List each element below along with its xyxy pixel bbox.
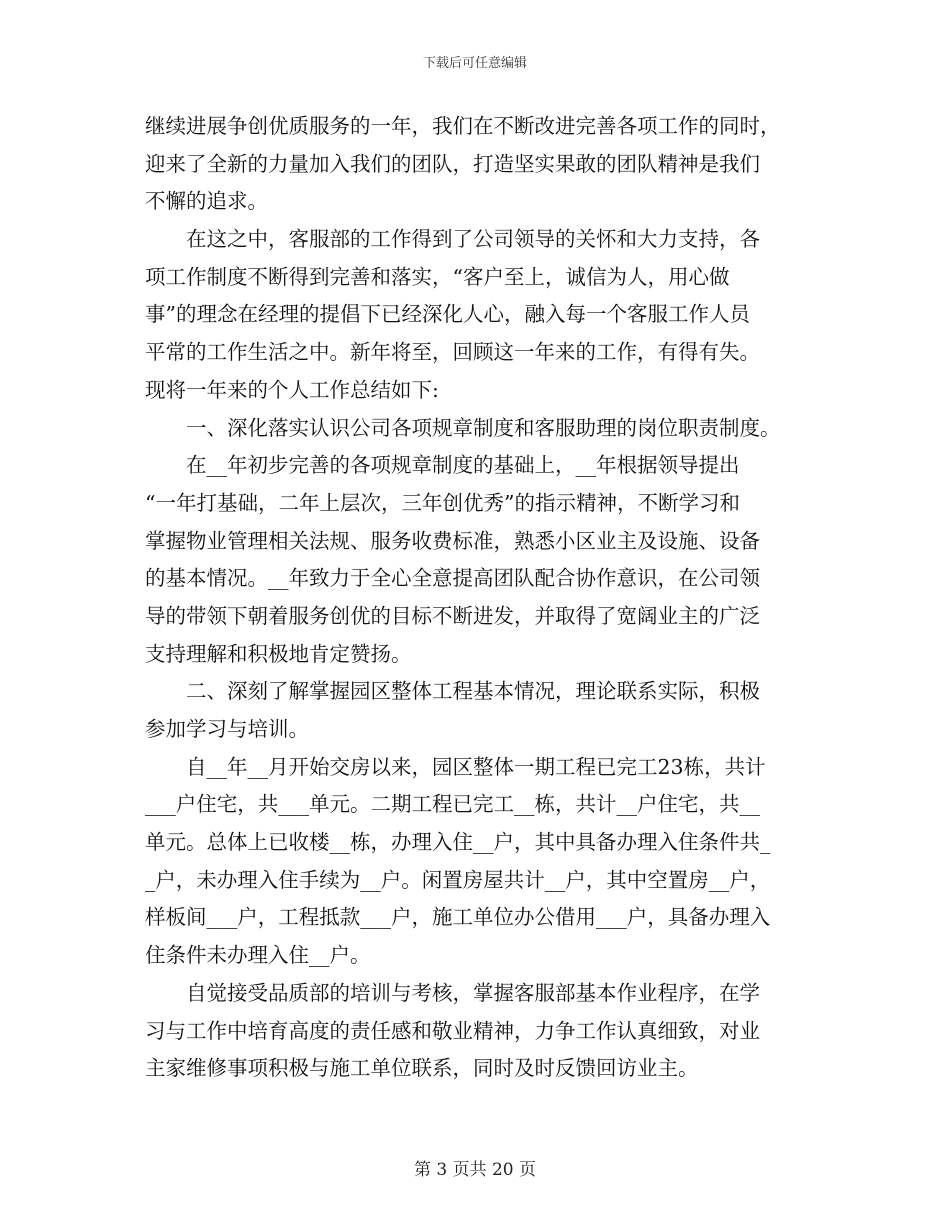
paragraph [145, 447, 815, 673]
text-line: 导的带领下朝着服务创优的目标不断进发，并取得了宽阔业主的广泛 [145, 603, 760, 628]
page-footer: 第 3 页共 20 页 [413, 1160, 537, 1180]
text-line: 事”的理念在经理的提倡下已经深化人心，融入每一个客服工作人员 [145, 302, 750, 327]
paragraph [145, 221, 815, 409]
paragraph [145, 108, 815, 221]
text-line: 在这之中，客服部的工作得到了公司领导的关怀和大力支持，各 [186, 227, 760, 252]
text-line: 住条件未办理入住__户。 [145, 943, 371, 968]
text-line: 单元。总体上已收楼__栋，办理入住__户，其中具备办理入住条件共_ [145, 830, 771, 855]
text-line: ___户住宅，共___单元。二期工程已完工__栋，共计__户住宅，共__ [145, 792, 760, 817]
text-line: 的基本情况。__年致力于全心全意提高团队配合协作意识，在公司领 [145, 566, 760, 591]
text-line: 样板间___户，工程抵款___户，施工单位办公借用___户，具备办理入 [145, 905, 771, 930]
text-line: 参加学习与培训。 [145, 717, 309, 741]
text-line: 不懈的追求。 [145, 189, 268, 214]
text-line: 项工作制度不断得到完善和落实，“客户至上，诚信为人，用心做 [145, 264, 730, 289]
text-line: 平常的工作生活之中。新年将至，回顾这一年来的工作，有得有失。 [145, 340, 760, 365]
text-line: 继续进展争创优质服务的一年，我们在不断改进完善各项工作的同时， [145, 114, 781, 138]
text-line: 自__年__月开始交房以来，园区整体一期工程已完工23栋，共计 [186, 754, 766, 779]
text-line: 自觉接受品质部的培训与考核，掌握客服部基本作业程序，在学 [186, 980, 760, 1005]
section-heading [145, 410, 815, 448]
text-line: _户，未办理入住手续为__户。闲置房屋共计__户，其中空置房__户， [145, 867, 771, 892]
text-line: 一、深化落实认识公司各项规章制度和客服助理的岗位职责制度。 [186, 415, 781, 440]
text-line: 二、深刻了解掌握园区整体工程基本情况，理论联系实际，积极 [186, 679, 760, 704]
text-line: 在__年初步完善的各项规章制度的基础上，__年根据领导提出 [186, 453, 740, 478]
text-line: 掌握物业管理相关法规、服务收费标准，熟悉小区业主及设施、设备 [145, 528, 760, 553]
text-line: “一年打基础，二年上层次，三年创优秀”的指示精神，不断学习和 [145, 490, 740, 515]
text-line: 支持理解和积极地肯定赞扬。 [145, 641, 412, 666]
text-line: 现将一年来的个人工作总结如下: [145, 377, 439, 402]
paragraph [145, 975, 815, 1088]
page-header: 下载后可任意编辑 [422, 56, 527, 71]
paragraph [145, 749, 815, 975]
section-heading [145, 673, 815, 748]
text-line: 迎来了全新的力量加入我们的团队，打造坚实果敢的团队精神是我们 [145, 151, 760, 176]
text-line: 主家维修事项积极与施工单位联系，同时及时反馈回访业主。 [145, 1056, 699, 1081]
document-body [145, 108, 815, 1088]
text-line: 习与工作中培育高度的责任感和敬业精神，力争工作认真细致，对业 [145, 1018, 760, 1043]
